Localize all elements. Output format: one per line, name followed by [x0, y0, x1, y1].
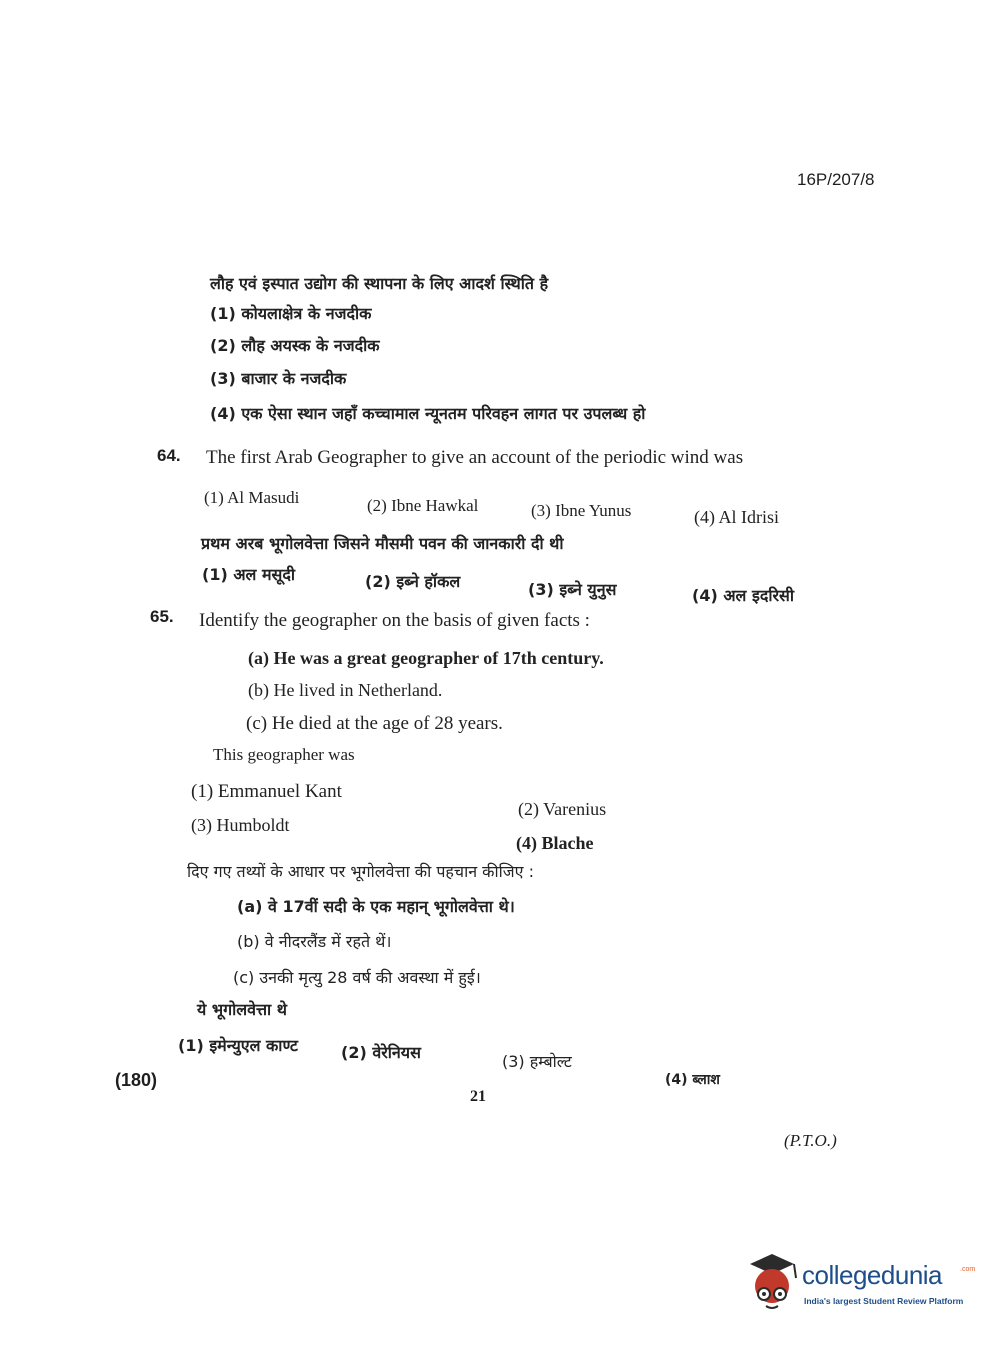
page-number: 21	[470, 1088, 486, 1105]
q64-hindi-option-2: (2) इब्ने हॉकल	[365, 572, 461, 591]
q65-hindi-option-4: (4) ब्लाश	[665, 1072, 720, 1088]
q65-option-3: (3) Humboldt	[191, 815, 290, 835]
q65-option-1: (1) Emmanuel Kant	[191, 781, 342, 802]
q65-hindi-option-2: (2) वेरेनियस	[341, 1043, 421, 1062]
q63-hindi-option-4: (4) एक ऐसा स्थान जहाँ कच्चामाल न्यूनतम परिवहन लागत पर उपलब्ध हो	[210, 404, 646, 423]
q64-hindi-question: प्रथम अरब भूगोलवेत्ता जिसने मौसमी पवन की जानकारी दी थी	[201, 534, 564, 553]
collegedunia-logo	[742, 1248, 976, 1318]
q64-option-1: (1) Al Masudi	[204, 488, 300, 507]
logo-suffix: .com	[960, 1266, 976, 1273]
q64-hindi-option-1: (1) अल मसूदी	[202, 565, 295, 584]
logo-tagline: India's largest Student Review Platform	[804, 1296, 964, 1306]
q65-number: 65.	[150, 607, 174, 626]
q64-number: 64.	[157, 446, 181, 465]
q63-hindi-option-1: (1) कोयलाक्षेत्र के नजदीक	[210, 304, 372, 323]
q64-option-3: (3) Ibne Yunus	[531, 501, 632, 520]
q63-hindi-option-3: (3) बाजार के नजदीक	[210, 369, 347, 388]
q64-option-4: (4) Al Idrisi	[694, 507, 779, 527]
q65-hindi-fact-a: (a) वे 17वीं सदी के एक महान् भूगोलवेत्ता थे।	[237, 897, 515, 916]
q65-hindi-fact-c: (c) उनकी मृत्यु 28 वर्ष की अवस्था में हुई।	[233, 968, 481, 987]
q65-fact-c: (c) He died at the age of 28 years.	[246, 713, 503, 734]
q63-hindi-option-2: (2) लौह अयस्क के नजदीक	[210, 336, 380, 355]
q65-stem: This geographer was	[213, 745, 355, 764]
q65-hindi-option-3: (3) हम्बोल्ट	[502, 1052, 572, 1071]
logo-wordmark: collegedunia	[802, 1260, 943, 1290]
page-code: (180)	[115, 1070, 158, 1090]
q64-hindi-option-4: (4) अल इदरिसी	[692, 586, 794, 605]
q64-option-2: (2) Ibne Hawkal	[367, 496, 479, 515]
q65-question: Identify the geographer on the basis of given facts :	[199, 610, 590, 631]
q65-hindi-question: दिए गए तथ्यों के आधार पर भूगोलवेत्ता की पहचान कीजिए :	[187, 862, 534, 881]
q65-fact-a: (a) He was a great geographer of 17th century.	[248, 648, 604, 668]
q65-option-2: (2) Varenius	[518, 799, 607, 819]
q65-fact-b: (b) He lived in Netherland.	[248, 680, 443, 700]
pto-label: (P.T.O.)	[784, 1131, 837, 1150]
mascot-icon	[742, 1250, 802, 1314]
q64-question: The first Arab Geographer to give an account of the periodic wind was	[206, 447, 744, 468]
paper-code: 16P/207/8	[797, 170, 875, 189]
q65-hindi-stem: ये भूगोलवेत्ता थे	[197, 1000, 287, 1019]
q63-hindi-question: लौह एवं इस्पात उद्योग की स्थापना के लिए आदर्श स्थिति है	[210, 274, 549, 293]
q65-option-4: (4) Blache	[516, 833, 594, 853]
q65-hindi-fact-b: (b) वे नीदरलैंड में रहते थें।	[237, 932, 392, 951]
q64-hindi-option-3: (3) इब्ने युनुस	[528, 580, 617, 599]
q65-hindi-option-1: (1) इमेन्युएल काण्ट	[178, 1036, 298, 1055]
